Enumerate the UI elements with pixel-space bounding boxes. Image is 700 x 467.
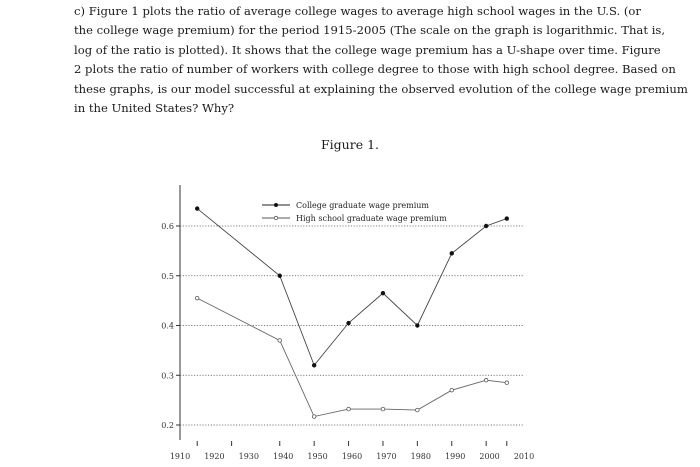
x-tick-label: 1940 — [273, 452, 294, 461]
y-tick-label: 0.6 — [161, 222, 174, 231]
x-tick-label: 1980 — [410, 452, 431, 461]
series-line — [197, 298, 507, 416]
question-line: log of the ratio is plotted). It shows that the college wage premium has a U-shape over time. Figure — [74, 42, 661, 57]
x-tick-label: 1960 — [341, 452, 363, 461]
x-tick-label: 1910 — [169, 452, 191, 461]
y-tick-label: 0.4 — [161, 321, 174, 331]
data-point — [505, 216, 509, 220]
question-line: c) Figure 1 plots the ratio of average college wages to average high school wages in the U.S. (or — [74, 4, 641, 18]
x-tick-label: 1930 — [238, 452, 259, 461]
data-point — [484, 378, 488, 382]
data-point — [505, 381, 509, 385]
question-line: the college wage premium) for the period 1915-2005 (The scale on the graph is logarithmic. That is, — [74, 23, 666, 38]
data-point — [381, 407, 385, 411]
x-tick-label: 1920 — [204, 452, 225, 461]
data-point — [381, 291, 385, 295]
data-point — [312, 363, 316, 367]
data-point — [347, 407, 351, 411]
x-tick-label: 2000 — [479, 452, 500, 461]
data-point — [484, 224, 488, 228]
y-tick-label: 0.5 — [161, 271, 174, 281]
data-point — [450, 251, 454, 255]
data-point — [416, 408, 420, 412]
data-point — [312, 415, 316, 419]
question-line: 2 plots the ratio of number of workers with college degree to those with high school degree. Based on — [74, 62, 676, 77]
x-tick-label: 1970 — [376, 452, 397, 461]
legend-label: College graduate wage premium — [296, 201, 430, 210]
data-point — [450, 388, 454, 392]
data-point — [278, 274, 282, 278]
data-point — [415, 323, 419, 327]
legend-marker — [274, 216, 277, 219]
data-point — [195, 206, 199, 210]
legend-marker — [274, 203, 278, 207]
y-tick-label: 0.2 — [161, 421, 174, 430]
y-tick-label: 0.3 — [161, 371, 174, 381]
question-line: in the United States? Why? — [74, 101, 235, 116]
legend-label: High school graduate wage premium — [296, 214, 447, 223]
x-tick-label: 2010 — [513, 452, 535, 461]
data-point — [346, 321, 350, 325]
question-line: these graphs, is our model successful at explaining the observed evolution of the college wage premium — [74, 81, 688, 96]
data-point — [278, 339, 282, 343]
data-point — [195, 296, 199, 300]
x-tick-label: 1950 — [307, 452, 328, 461]
x-tick-label: 1990 — [445, 452, 466, 461]
series-line — [197, 209, 507, 366]
figure-caption: Figure 1. — [321, 137, 379, 152]
